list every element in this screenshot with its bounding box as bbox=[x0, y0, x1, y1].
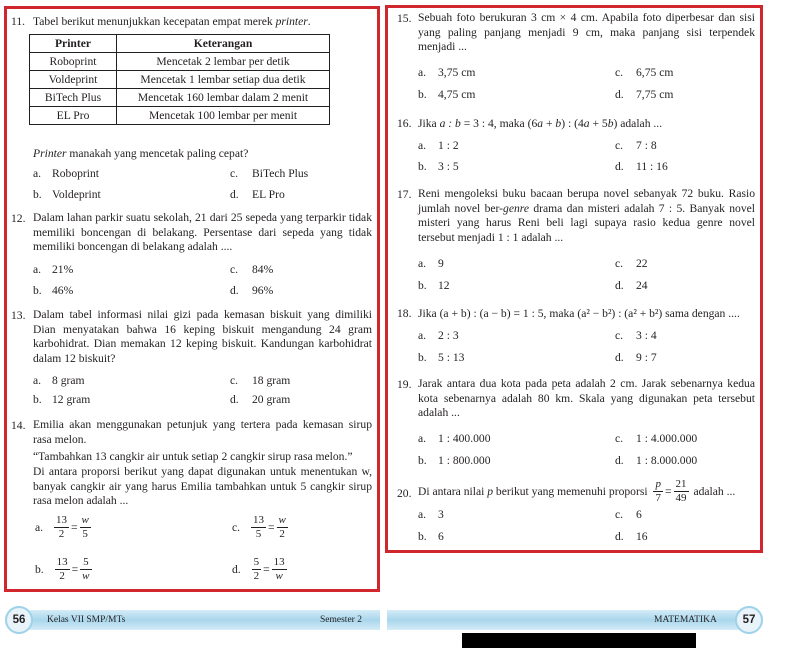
q15-option-a-label: a. bbox=[418, 66, 427, 79]
q12-option-c-label: c. bbox=[230, 263, 239, 276]
q17-option-b-label: b. bbox=[418, 279, 427, 292]
q16-option-b: 3 : 5 bbox=[438, 160, 459, 173]
q16-option-d: 11 : 16 bbox=[636, 160, 668, 173]
q19-number: 19. bbox=[397, 378, 412, 391]
q15-number: 15. bbox=[397, 12, 412, 25]
q13-option-d: 20 gram bbox=[252, 393, 291, 406]
q13-stem: Dalam tabel informasi nilai gizi pada kemasan biskuit yang dimiliki Dian menyatakan bahwa 16 keping biskuit mengandung 24 gram karbohidrat. Dian memakan 12 keping biskuit. Kandungan karbohidrat dalam 12 biskuit? bbox=[33, 308, 372, 365]
left-page-number: 56 bbox=[5, 606, 33, 634]
table-cell: EL Pro bbox=[30, 107, 117, 125]
q12-option-a-label: a. bbox=[33, 263, 42, 276]
table-cell: Mencetak 2 lembar per detik bbox=[117, 53, 330, 71]
q19-option-c: 1 : 4.000.000 bbox=[636, 432, 698, 445]
q13-option-b: 12 gram bbox=[52, 393, 91, 406]
q12-option-b: 46% bbox=[52, 284, 74, 297]
table-header-keterangan: Keterangan bbox=[117, 35, 330, 53]
q16-option-c: 7 : 8 bbox=[636, 139, 657, 152]
q15-stem: Sebuah foto berukuran 3 cm × 4 cm. Apabila foto diperbesar dan sisi yang paling panjang menjadi 9 cm, maka panjang sisi terpendek menjadi ... bbox=[418, 11, 755, 54]
q14-option-d: d. $\frac{5}{2}$ = $\frac{13}{w}$ bbox=[232, 556, 285, 582]
q13-option-c: 18 gram bbox=[252, 374, 291, 387]
q13-option-a-label: a. bbox=[33, 374, 42, 387]
q13-number: 13. bbox=[11, 309, 26, 322]
q12-stem: Dalam lahan parkir suatu sekolah, 21 dari 25 sepeda yang terparkir tidak memiliki boncengan di belakang. Persentase dari sepeda yang tidak memiliki boncengan di belakang adalah .... bbox=[33, 211, 372, 254]
q18-option-b-label: b. bbox=[418, 351, 427, 364]
q14-stem-2: “Tambahkan 13 cangkir air untuk setiap 2 cangkir sirup rasa melon.” bbox=[33, 450, 353, 463]
q16-stem: Jika a : b = 3 : 4, maka (6a + b) : (4a + 5b) adalah ... bbox=[418, 117, 663, 130]
redaction-bar bbox=[462, 633, 696, 648]
q15-option-b-label: b. bbox=[418, 88, 427, 101]
q12-option-d-label: d. bbox=[230, 284, 239, 297]
q17-option-a: 9 bbox=[438, 257, 444, 270]
footer-subject-label: MATEMATIKA bbox=[654, 615, 717, 625]
q11-stem: Tabel berikut menunjukkan kecepatan empat merek printer. bbox=[33, 15, 311, 28]
q19-option-a-label: a. bbox=[418, 432, 427, 445]
q11-option-d: EL Pro bbox=[252, 188, 285, 201]
q11-question: Printer manakah yang mencetak paling cepat? bbox=[33, 147, 249, 160]
table-row bbox=[30, 53, 330, 71]
q15-option-c-label: c. bbox=[615, 66, 624, 79]
q12-option-a: 21% bbox=[52, 263, 74, 276]
q11-option-b-label: b. bbox=[33, 188, 42, 201]
q16-option-d-label: d. bbox=[615, 160, 624, 173]
q19-option-a: 1 : 400.000 bbox=[438, 432, 491, 445]
q16-option-a: 1 : 2 bbox=[438, 139, 459, 152]
q19-stem: Jarak antara dua kota pada peta adalah 2 cm. Jarak sebenarnya kedua kota sebenarnya adalah 80 km. Skala yang digunakan peta tersebut adalah ... bbox=[418, 377, 755, 420]
q11-number: 11. bbox=[11, 15, 26, 28]
q15-option-b: 4,75 cm bbox=[438, 88, 476, 101]
q16-option-a-label: a. bbox=[418, 139, 427, 152]
q12-number: 12. bbox=[11, 212, 26, 225]
q17-number: 17. bbox=[397, 188, 412, 201]
q15-option-a: 3,75 cm bbox=[438, 66, 476, 79]
q17-option-a-label: a. bbox=[418, 257, 427, 270]
right-page-number: 57 bbox=[735, 606, 763, 634]
table-cell: Mencetak 1 lembar setiap dua detik bbox=[117, 71, 330, 89]
q14-stem-1: Emilia akan menggunakan petunjuk yang tertera pada kemasan sirup rasa melon. bbox=[33, 418, 372, 446]
q11-option-d-label: d. bbox=[230, 188, 239, 201]
table-cell: Voldeprint bbox=[30, 71, 117, 89]
table-cell: Mencetak 160 lembar dalam 2 menit bbox=[117, 89, 330, 107]
q20-option-b-label: b. bbox=[418, 530, 427, 543]
table-header-row bbox=[30, 35, 330, 53]
q18-option-a-label: a. bbox=[418, 329, 427, 342]
q19-option-d: 1 : 8.000.000 bbox=[636, 454, 698, 467]
q18-number: 18. bbox=[397, 307, 412, 320]
q17-stem: Reni mengoleksi buku bacaan berupa novel sebanyak 72 buku. Rasio jumlah novel ber-genre drama dan misteri adalah 7 : 5. Banyak novel misteri yang harus Reni beli lagi supaya rasio kedua genre novel tersebut menjadi 1 : 1 adalah ... bbox=[418, 187, 755, 244]
q13-option-d-label: d. bbox=[230, 393, 239, 406]
table-cell: Mencetak 100 lembar per menit bbox=[117, 107, 330, 125]
q16-option-b-label: b. bbox=[418, 160, 427, 173]
q11-option-b: Voldeprint bbox=[52, 188, 101, 201]
q20-option-d-label: d. bbox=[615, 530, 624, 543]
table-row bbox=[30, 107, 330, 125]
q14-option-a: a. $\frac{13}{2}$ = $\frac{w}{5}$ bbox=[35, 514, 89, 540]
q12-option-c: 84% bbox=[252, 263, 274, 276]
q20-number: 20. bbox=[397, 487, 412, 500]
q15-option-c: 6,75 cm bbox=[636, 66, 674, 79]
footer-class-label: Kelas VII SMP/MTs bbox=[47, 615, 126, 625]
q20-stem: Di antara nilai p berikut yang memenuhi proporsi $\frac{p}{7}$ = $\frac{21}{49}$ adalah ... bbox=[418, 478, 736, 504]
q19-option-b: 1 : 800.000 bbox=[438, 454, 491, 467]
table-header-printer: Printer bbox=[30, 35, 117, 53]
q20-option-a: 3 bbox=[438, 508, 444, 521]
q20-option-b: 6 bbox=[438, 530, 444, 543]
q15-option-d-label: d. bbox=[615, 88, 624, 101]
q20-option-c: 6 bbox=[636, 508, 642, 521]
q11-option-a-label: a. bbox=[33, 167, 42, 180]
q18-option-a: 2 : 3 bbox=[438, 329, 459, 342]
q14-option-c: c. $\frac{13}{5}$ = $\frac{w}{2}$ bbox=[232, 514, 286, 540]
q17-option-d-label: d. bbox=[615, 279, 624, 292]
q11-option-c: BiTech Plus bbox=[252, 167, 309, 180]
q17-option-c-label: c. bbox=[615, 257, 624, 270]
q15-option-d: 7,75 cm bbox=[636, 88, 674, 101]
table-row bbox=[30, 89, 330, 107]
q14-stem-3: Di antara proporsi berikut yang dapat digunakan untuk menentukan w, banyak cangkir air yang harus Emilia tambahkan untuk 5 cangkir sirup rasa melon adalah ... bbox=[33, 465, 372, 508]
q18-option-c: 3 : 4 bbox=[636, 329, 657, 342]
q18-option-d-label: d. bbox=[615, 351, 624, 364]
q16-option-c-label: c. bbox=[615, 139, 624, 152]
q11-option-a: Roboprint bbox=[52, 167, 100, 180]
table-cell: BiTech Plus bbox=[30, 89, 117, 107]
q19-option-c-label: c. bbox=[615, 432, 624, 445]
q18-stem: Jika (a + b) : (a − b) = 1 : 5, maka (a² − b²) : (a² + b²) sama dengan .... bbox=[418, 307, 740, 320]
q18-option-b: 5 : 13 bbox=[438, 351, 465, 364]
q17-option-b: 12 bbox=[438, 279, 450, 292]
q12-option-d: 96% bbox=[252, 284, 274, 297]
q12-option-b-label: b. bbox=[33, 284, 42, 297]
q20-option-c-label: c. bbox=[615, 508, 624, 521]
q20-option-a-label: a. bbox=[418, 508, 427, 521]
q14-option-b: b. $\frac{13}{2}$ = $\frac{5}{w}$ bbox=[35, 556, 90, 582]
q19-option-b-label: b. bbox=[418, 454, 427, 467]
table-cell: Roboprint bbox=[30, 53, 117, 71]
table-row bbox=[30, 71, 330, 89]
q11-option-c-label: c. bbox=[230, 167, 239, 180]
q14-number: 14. bbox=[11, 419, 26, 432]
printer-table bbox=[29, 34, 330, 125]
q18-option-c-label: c. bbox=[615, 329, 624, 342]
q13-option-a: 8 gram bbox=[52, 374, 85, 387]
q13-option-c-label: c. bbox=[230, 374, 239, 387]
footer-semester-label: Semester 2 bbox=[320, 615, 362, 625]
q20-option-d: 16 bbox=[636, 530, 648, 543]
q19-option-d-label: d. bbox=[615, 454, 624, 467]
q17-option-d: 24 bbox=[636, 279, 648, 292]
q16-number: 16. bbox=[397, 117, 412, 130]
q13-option-b-label: b. bbox=[33, 393, 42, 406]
q18-option-d: 9 : 7 bbox=[636, 351, 657, 364]
q17-option-c: 22 bbox=[636, 257, 648, 270]
